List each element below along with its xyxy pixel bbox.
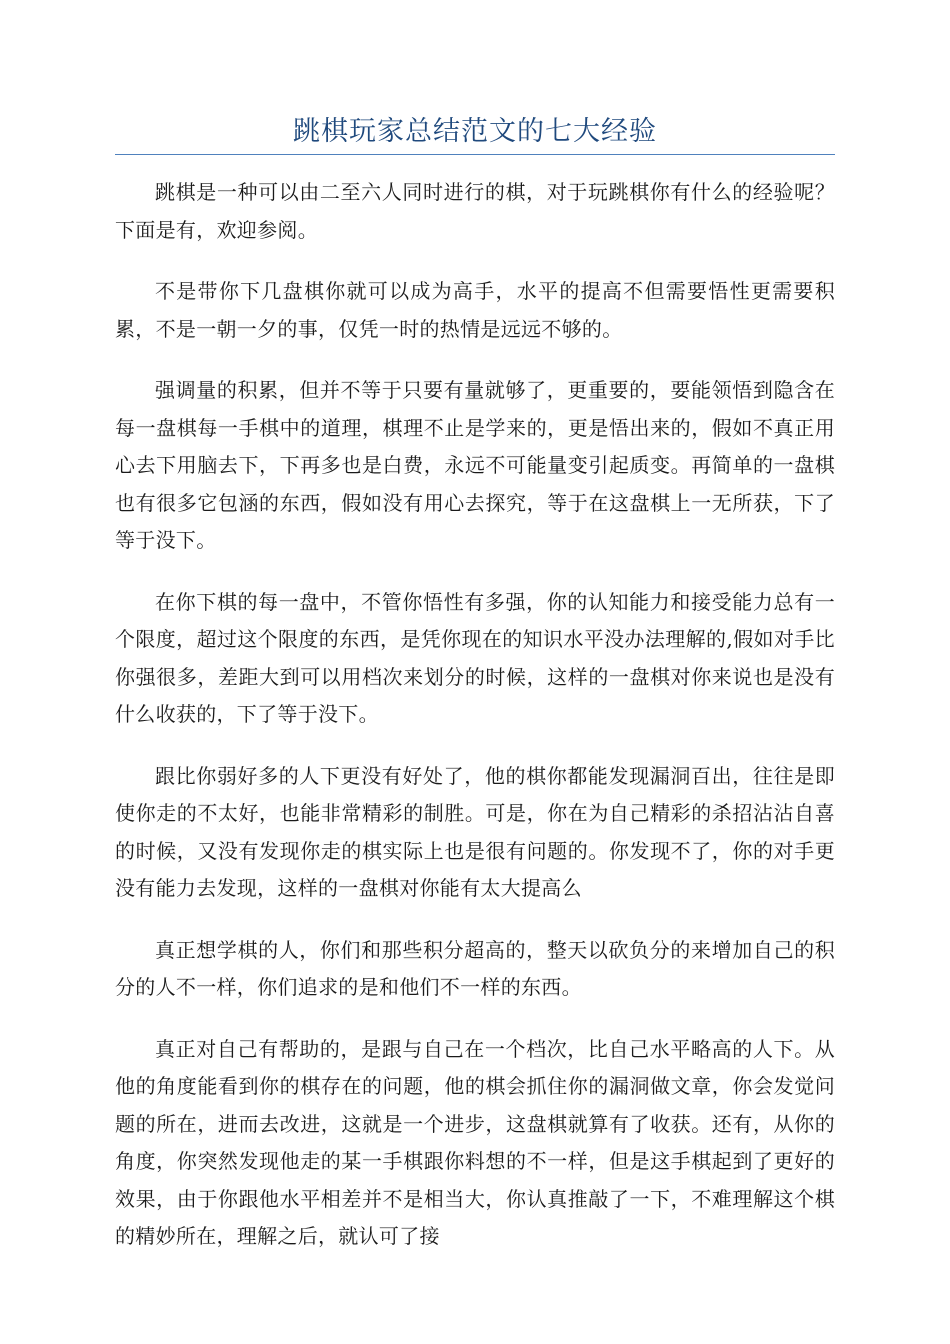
document-body — [115, 174, 835, 1280]
paragraph-7: 真正对自己有帮助的，是跟与自己在一个档次，比自己水平略高的人下。从他的角度能看到你的棋存在的问题，他的棋会抓住你的漏洞做文章，你会发觉问题的所在，进而去改进，这就是一个进步，这盘棋就算有了收获。还有，从你的角度，你突然发现他走的某一手棋跟你料想的不一样，但是这手棋起到了更好的效果，由于你跟他水平相差并不是相当大，你认真推敲了一下，不难理解这个棋的精妙所在，理解之后，就认可了接 — [115, 1036, 835, 1248]
paragraph-4: 在你下棋的每一盘中，不管你悟性有多强，你的认知能力和接受能力总有一个限度，超过这个限度的东西，是凭你现在的知识水平没办法理解的,假如对手比你强很多，差距大到可以用档次来划分的时候，这样的一盘棋对你来说也是没有什么收获的，下了等于没下。 — [115, 589, 835, 726]
paragraph-6: 真正想学棋的人，你们和那些积分超高的，整天以砍负分的来增加自己的积分的人不一样，你们追求的是和他们不一样的东西。 — [115, 937, 835, 999]
paragraph-2: 不是带你下几盘棋你就可以成为高手，水平的提高不但需要悟性更需要积累，不是一朝一夕的事，仅凭一时的热情是远远不够的。 — [115, 279, 835, 341]
document-title: 跳棋玩家总结范文的七大经验 — [293, 116, 657, 147]
paragraph-3: 强调量的积累，但并不等于只要有量就够了，更重要的，要能领悟到隐含在每一盘棋每一手棋中的道理，棋理不止是学来的，更是悟出来的，假如不真正用心去下用脑去下，下再多也是白费，永远不可能量变引起质变。再简单的一盘棋也有很多它包涵的东西，假如没有用心去探究，等于在这盘棋上一无所获，下了等于没下。 — [115, 378, 835, 552]
title-underline — [115, 154, 835, 155]
paragraph-1: 跳棋是一种可以由二至六人同时进行的棋，对于玩跳棋你有什么的经验呢？下面是有，欢迎参阅。 — [115, 180, 835, 242]
paragraph-5: 跟比你弱好多的人下更没有好处了，他的棋你都能发现漏洞百出，往往是即使你走的不太好，也能非常精彩的制胜。可是，你在为自己精彩的杀招沾沾自喜的时候，又没有发现你走的棋实际上也是很有问题的。你发现不了，你的对手更没有能力去发现，这样的一盘棋对你能有太大提高么 — [115, 763, 835, 900]
